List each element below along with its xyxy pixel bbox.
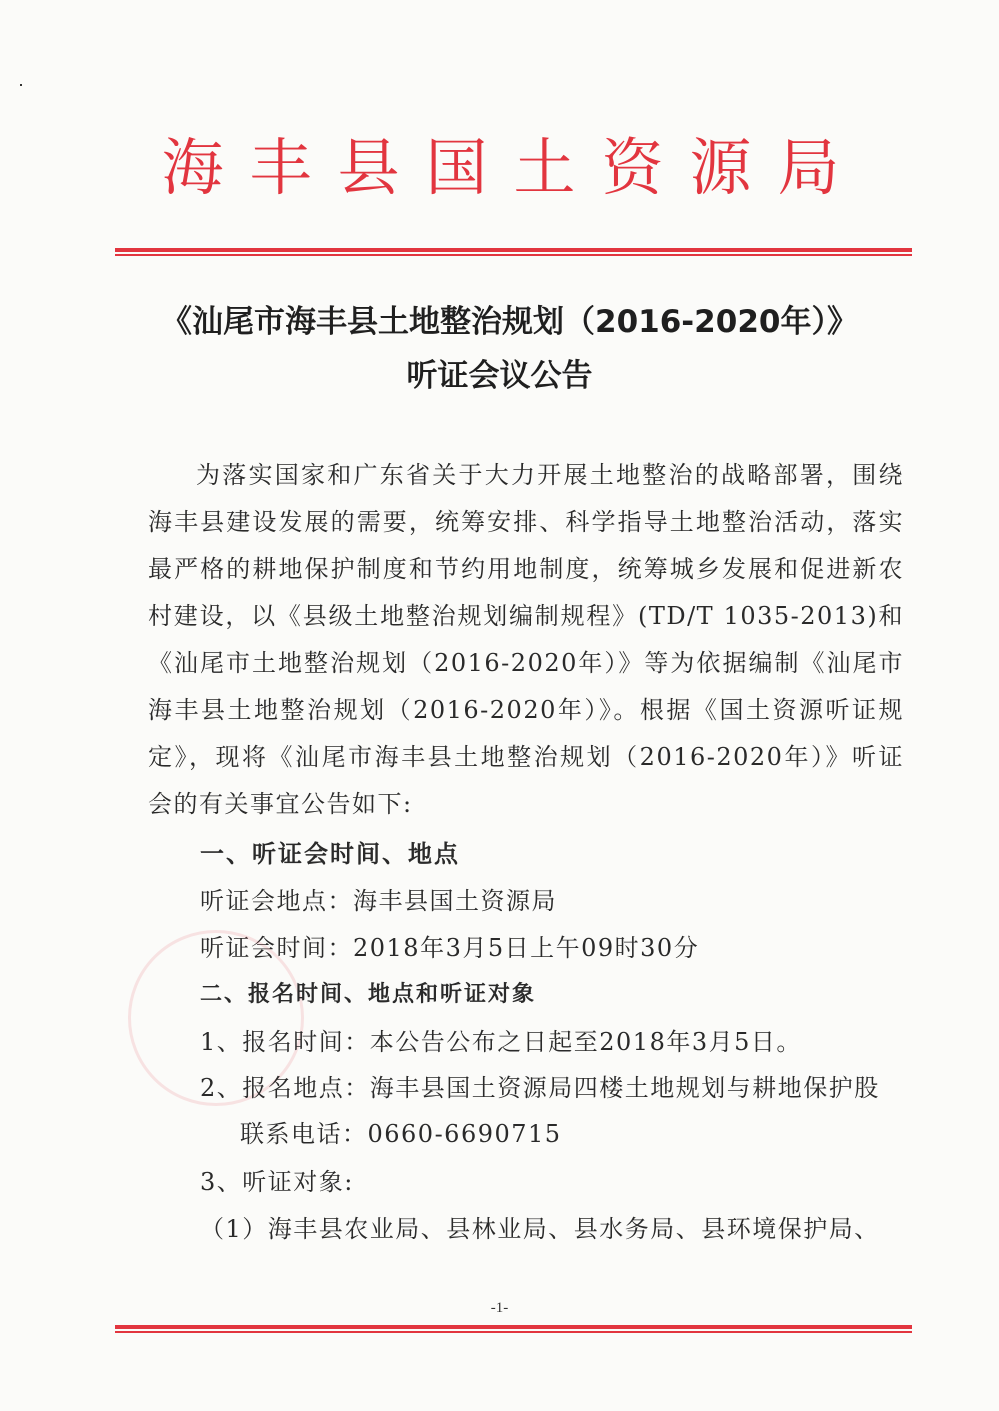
- intro-paragraph: 为落实国家和广东省关于大力开展土地整治的战略部署，围绕海丰县建设发展的需要，统筹安排、科学指导土地整治活动，落实最严格的耕地保护制度和节约用地制度，统筹城乡发展和促进新农村建设，以《县级土地整治规划编制规程》(TD/T 1035-2013)和《汕尾市土地整治规划（2016-2020年）》等为依据编制《汕尾市海丰县土地整治规划（2016-2020年）》。根据《国土资源听证规定》，现将《汕尾市海丰县土地整治规划（2016-2020年）》听证会的有关事宜公告如下:: [148, 461, 904, 818]
- hearing-targets-label: 3、听证对象:: [200, 1168, 354, 1196]
- section2-heading: 二、报名时间、地点和听证对象: [200, 982, 537, 1007]
- section1-heading: 一、听证会时间、地点: [200, 840, 460, 868]
- page-number: -1-: [490, 1300, 509, 1316]
- hearing-time: 听证会时间：2018年3月5日上午09时30分: [200, 934, 700, 962]
- scan-speck: [20, 84, 22, 86]
- letterhead-red-rule: [115, 248, 912, 256]
- registration-time: 1、报名时间：本公告公布之日起至2018年3月5日。: [200, 1028, 802, 1056]
- hearing-targets-item1: （1）海丰县农业局、县林业局、县水务局、县环境保护局、: [200, 1215, 880, 1243]
- hearing-place: 听证会地点：海丰县国土资源局: [200, 887, 557, 915]
- document-title-line1: 《汕尾市海丰县土地整治规划（2016-2020年）》: [161, 304, 858, 340]
- registration-place: 2、报名地点：海丰县国土资源局四楼土地规划与耕地保护股: [200, 1074, 880, 1102]
- letterhead-title: 海丰县国土资源局: [161, 131, 866, 204]
- footer-red-rule: [115, 1325, 912, 1333]
- document-title-line2: 听证会议公告: [406, 358, 593, 394]
- contact-phone: 联系电话：0660-6690715: [240, 1120, 562, 1148]
